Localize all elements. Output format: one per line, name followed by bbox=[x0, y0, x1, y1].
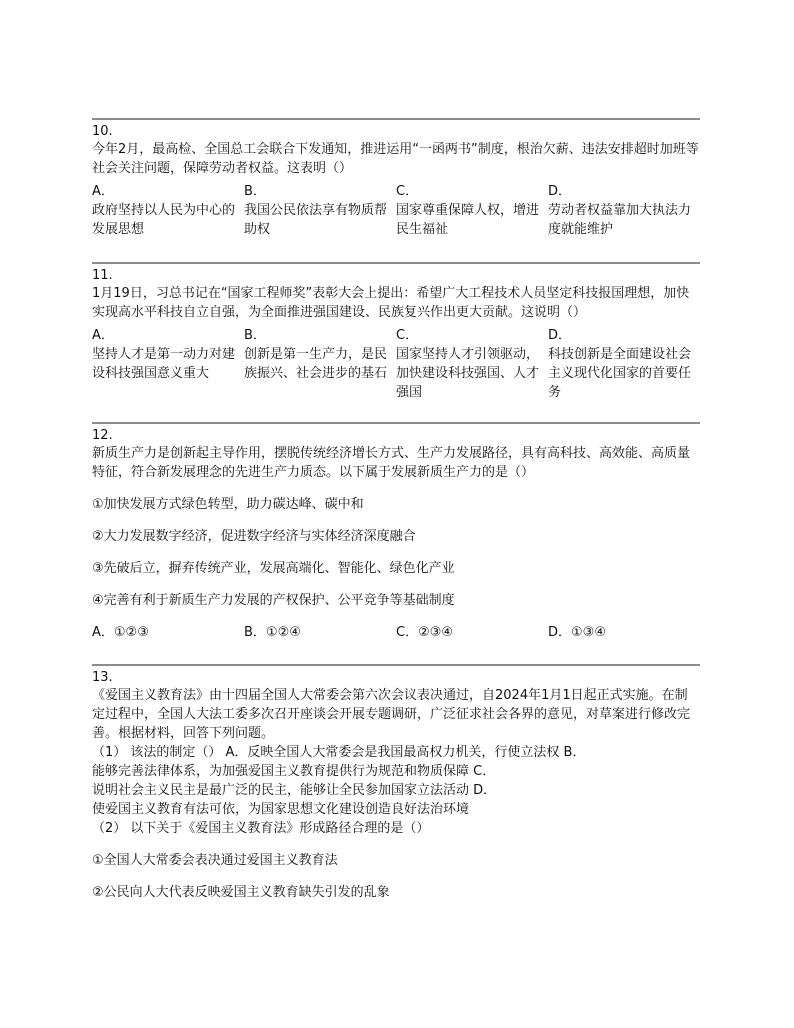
option-text: 创新是第一生产力，是民族振兴、社会进步的基石 bbox=[244, 347, 388, 381]
option-text: 国家坚持人才引领驱动，加快建设科技强国、人才强国 bbox=[396, 347, 540, 400]
option-text: 国家尊重保障人权，增进民生福祉 bbox=[396, 203, 540, 237]
sub-question-1-line-2: 能够完善法律体系，为加强爱国主义教育提供行为规范和物质保障 C． bbox=[92, 764, 496, 779]
question-number: 11. bbox=[92, 268, 113, 283]
option-a[interactable] bbox=[92, 326, 244, 402]
option-c[interactable] bbox=[396, 182, 548, 239]
divider bbox=[92, 262, 700, 264]
question-number: 12. bbox=[92, 428, 113, 443]
choice-a[interactable]: A．①②③ bbox=[92, 625, 149, 640]
question-number: 10. bbox=[92, 124, 113, 139]
options bbox=[92, 326, 700, 402]
option-text: 政府坚持以人民为中心的发展思想 bbox=[92, 203, 236, 237]
option-label: A． bbox=[92, 328, 114, 343]
option-b[interactable] bbox=[244, 182, 396, 239]
question-number: 13. bbox=[92, 670, 113, 685]
exam-page bbox=[92, 118, 700, 902]
question-13 bbox=[92, 664, 700, 902]
option-label: B． bbox=[244, 184, 266, 199]
statement-2: ②公民向人大代表反映爱国主义教育缺失引发的乱象 bbox=[92, 885, 390, 900]
choices bbox=[92, 623, 700, 642]
option-b[interactable] bbox=[244, 326, 396, 402]
statement-4: ④完善有利于新质生产力发展的产权保护、公平竞争等基础制度 bbox=[92, 593, 455, 608]
option-label: A． bbox=[92, 184, 114, 199]
statement-1: ①全国人大常委会表决通过爱国主义教育法 bbox=[92, 853, 338, 868]
option-text: 科技创新是全面建设社会主义现代化国家的首要任务 bbox=[548, 347, 692, 400]
option-text: 我国公民依法享有物质帮助权 bbox=[244, 203, 388, 237]
option-label: D． bbox=[548, 184, 572, 199]
divider bbox=[92, 664, 700, 666]
sub-question-1-line-4: 使爱国主义教育有法可依，为国家思想文化建设创造良好法治环境 bbox=[92, 802, 470, 817]
option-label: C． bbox=[396, 184, 419, 199]
option-text: 坚持人才是第一动力对建设科技强国意义重大 bbox=[92, 347, 236, 381]
sub-question-2: （2） 以下关于《爱国主义教育法》形成路径合理的是（） bbox=[92, 821, 430, 836]
option-label: D． bbox=[548, 328, 572, 343]
option-label: C． bbox=[396, 328, 419, 343]
choice-d[interactable]: D．①③④ bbox=[548, 625, 606, 640]
options bbox=[92, 182, 700, 239]
choice-b[interactable]: B．①②④ bbox=[244, 625, 301, 640]
option-a[interactable] bbox=[92, 182, 244, 239]
question-12 bbox=[92, 422, 700, 642]
statement-1: ①加快发展方式绿色转型，助力碳达峰、碳中和 bbox=[92, 497, 364, 512]
question-10 bbox=[92, 118, 700, 239]
statement-3: ③先破后立，摒弃传统产业，发展高端化、智能化、绿色化产业 bbox=[92, 561, 455, 576]
statement-2: ②大力发展数字经济，促进数字经济与实体经济深度融合 bbox=[92, 529, 416, 544]
choice-c[interactable]: C．②③④ bbox=[396, 625, 454, 640]
option-c[interactable] bbox=[396, 326, 548, 402]
sub-question-1-line-3: 说明社会主义民主是最广泛的民主，能够让全民参加国家立法活动 D． bbox=[92, 783, 497, 798]
question-stem: 1月19日，习总书记在“国家工程师奖”表彰大会上提出：希望广大工程技术人员坚定科技报国理想，加快实现高水平科技自立自强，为全面推进强国建设、民族复兴作出更大贡献。这说明（） bbox=[92, 286, 690, 320]
question-stem: 今年2月，最高检、全国总工会联合下发通知，推进运用“一函两书”制度，根治欠薪、违法安排超时加班等社会关注问题，保障劳动者权益。这表明（） bbox=[92, 142, 699, 176]
option-text: 劳动者权益靠加大执法力度就能维护 bbox=[548, 203, 692, 237]
option-label: B． bbox=[244, 328, 266, 343]
divider bbox=[92, 118, 700, 120]
option-d[interactable] bbox=[548, 182, 700, 239]
sub-question-1-line-1: （1） 该法的制定（） A．反映全国人大常委会是我国最高权力机关，行使立法权 B． bbox=[92, 745, 586, 760]
question-stem: 《爱国主义教育法》由十四届全国人大常委会第六次会议表决通过，自2024年1月1日起正式实施。在制定过程中，全国人大法工委多次召开座谈会开展专题调研，广泛征求社会各界的意见，对草案进行修改完善。根据材料，回答下列问题。 bbox=[92, 688, 691, 741]
divider bbox=[92, 422, 700, 424]
question-11 bbox=[92, 262, 700, 402]
option-d[interactable] bbox=[548, 326, 700, 402]
question-stem: 新质生产力是创新起主导作用，摆脱传统经济增长方式、生产力发展路径，具有高科技、高效能、高质量特征，符合新发展理念的先进生产力质态。以下属于发展新质生产力的是（） bbox=[92, 446, 691, 480]
